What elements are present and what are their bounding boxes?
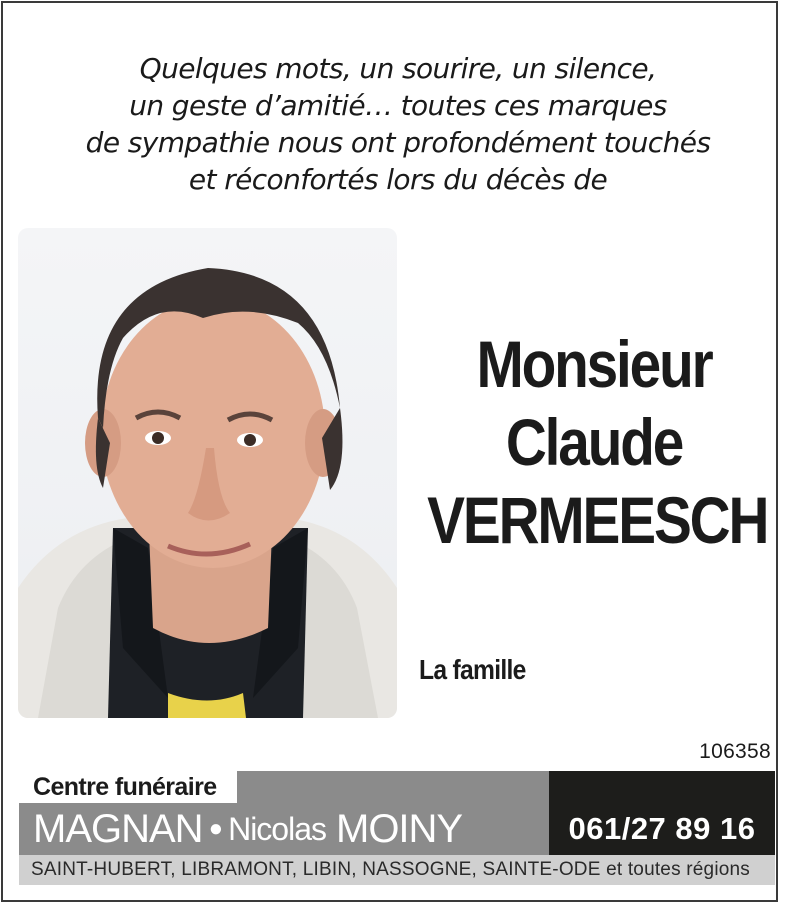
brand-main: MAGNAN (33, 806, 203, 851)
deceased-first-name: Claude (505, 405, 683, 479)
portrait-illustration (18, 228, 397, 718)
intro-line: de sympathie nous ont profondément touchés (85, 126, 711, 159)
advertiser-brand (19, 803, 549, 855)
banner-grey-strip (237, 771, 549, 803)
deceased-name (400, 325, 788, 559)
deceased-title: Monsieur (476, 327, 712, 401)
bullet-icon: ● (208, 815, 223, 842)
intro-line: et réconfortés lors du décès de (188, 163, 608, 196)
intro-line: un geste d’amitié… toutes ces marques (129, 89, 667, 122)
intro-text (20, 50, 776, 198)
brand-person-first: Nicolas (228, 810, 326, 847)
advertiser-banner (19, 803, 775, 855)
banner-black-strip (549, 771, 775, 803)
locations-list: SAINT-HUBERT, LIBRAMONT, LIBIN, NASSOGNE, SAINTE-ODE (31, 859, 601, 880)
advertiser-phone: 061/27 89 16 (549, 803, 775, 855)
advertiser-locations (19, 855, 775, 885)
deceased-last-name: VERMEESCH (427, 483, 768, 557)
reference-number: 106358 (699, 740, 771, 763)
brand-person-last: MOINY (336, 806, 463, 851)
signature: La famille (419, 654, 526, 685)
advertiser-label: Centre funéraire (19, 771, 237, 803)
advertiser-header (19, 771, 775, 803)
intro-line: Quelques mots, un sourire, un silence, (139, 52, 657, 85)
locations-suffix: et toutes régions (606, 859, 750, 880)
portrait-photo (18, 228, 397, 718)
